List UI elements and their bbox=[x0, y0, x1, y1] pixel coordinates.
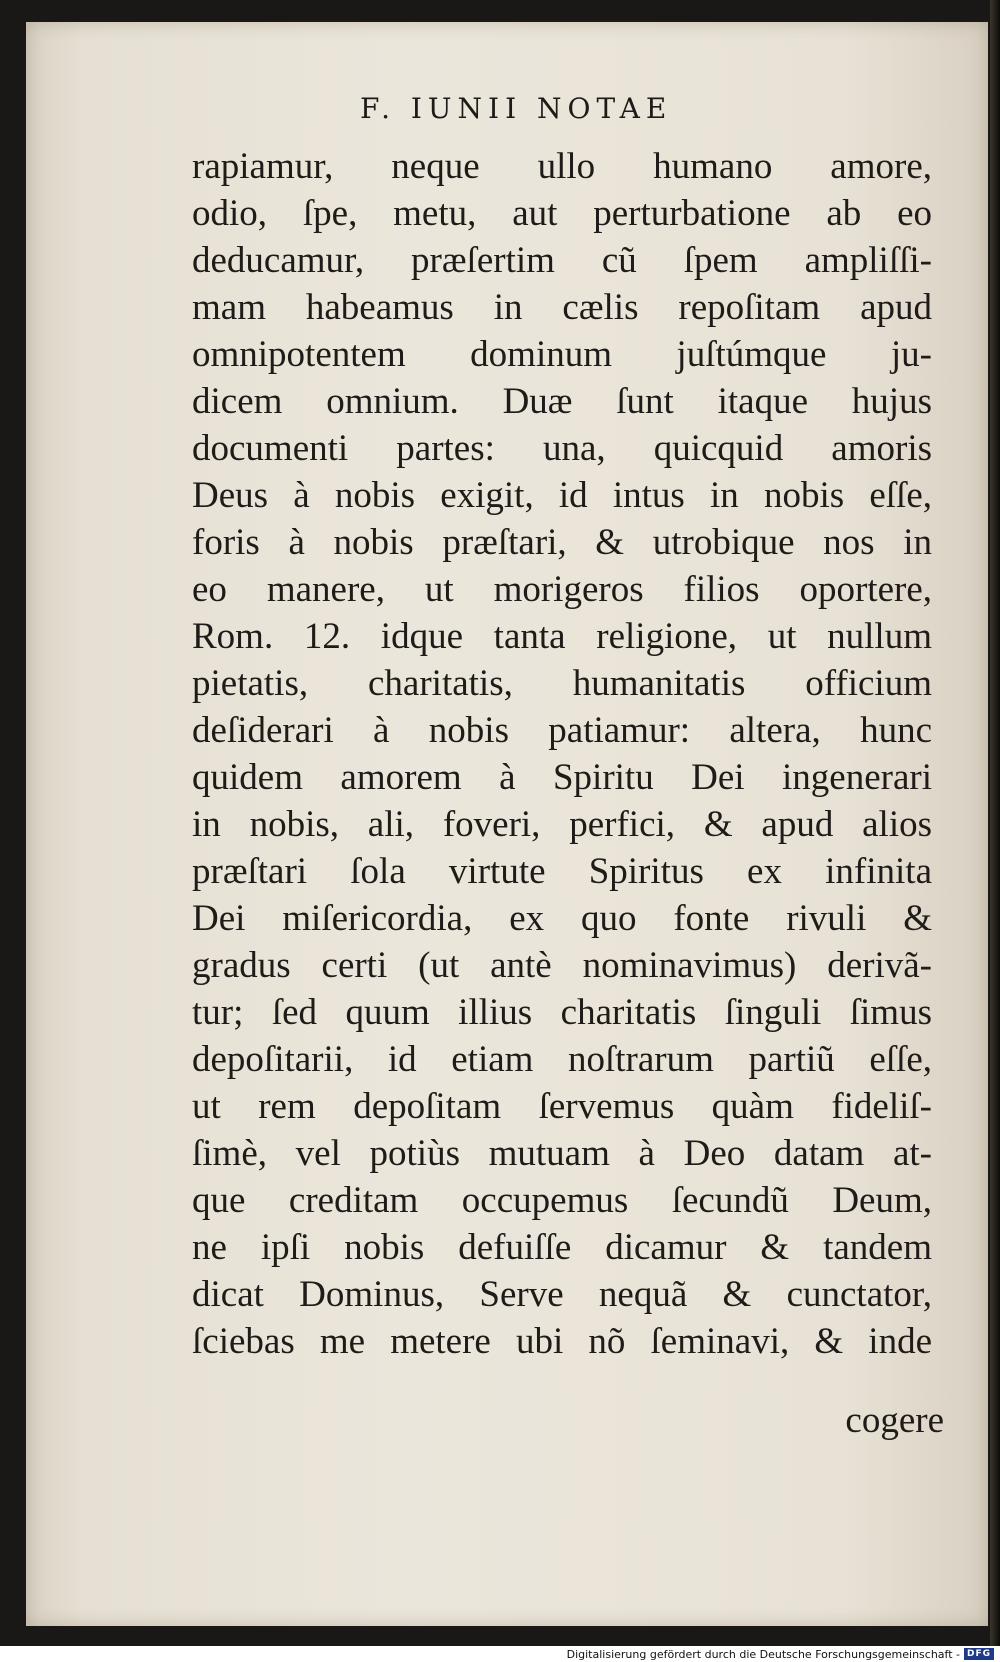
text-line: deſiderari à nobis patiamur: altera, hunc bbox=[192, 710, 932, 751]
text-line: ne ipſi nobis defuiſſe dicamur & tandem bbox=[192, 1227, 932, 1268]
text-line: Deus à nobis exigit, id intus in nobis eſſe, bbox=[192, 475, 932, 516]
text-line: Rom. 12. idque tanta religione, ut nullum bbox=[192, 616, 932, 657]
text-line: gradus certi (ut antè nominavimus) derivã- bbox=[192, 945, 932, 986]
dfg-logo-icon: DFG bbox=[964, 1648, 994, 1660]
text-line: omnipotentem dominum juſtúmque ju- bbox=[192, 334, 932, 375]
text-line: quidem amorem à Spiritu Dei ingenerari bbox=[192, 757, 932, 798]
running-head: F. IUNII NOTAE bbox=[360, 92, 673, 125]
text-line: eo manere, ut morigeros filios oportere, bbox=[192, 569, 932, 610]
funding-credit: Digitalisierung gefördert durch die Deutsche Forschungsgemeinschaft - bbox=[566, 1648, 960, 1661]
page-edge-shadow bbox=[990, 0, 1000, 1662]
text-line: in nobis, ali, foveri, perfici, & apud alios bbox=[192, 804, 932, 845]
text-line: odio, ſpe, metu, aut perturbatione ab eo bbox=[192, 193, 932, 234]
text-line: mam habeamus in cælis repoſitam apud bbox=[192, 287, 932, 328]
text-line: documenti partes: una, quicquid amoris bbox=[192, 428, 932, 469]
text-line: deducamur, præſertim cũ ſpem ampliſſi- bbox=[192, 240, 932, 281]
text-line: ſimè, vel potiùs mutuam à Deo datam at- bbox=[192, 1133, 932, 1174]
text-line: Dei miſericordia, ex quo fonte rivuli & bbox=[192, 898, 932, 939]
text-line: que creditam occupemus ſecundũ Deum, bbox=[192, 1180, 932, 1221]
text-line: rapiamur, neque ullo humano amore, bbox=[192, 146, 932, 187]
text-line: ut rem depoſitam ſervemus quàm fideliſ- bbox=[192, 1086, 932, 1127]
text-line: tur; ſed quum illius charitatis ſinguli ſimus bbox=[192, 992, 932, 1033]
text-line: ſciebas me metere ubi nõ ſeminavi, & inde bbox=[192, 1321, 932, 1362]
text-line: depoſitarii, id etiam noſtrarum partiũ eſſe, bbox=[192, 1039, 932, 1080]
text-line: dicem omnium. Duæ ſunt itaque hujus bbox=[192, 381, 932, 422]
text-line: pietatis, charitatis, humanitatis officium bbox=[192, 663, 932, 704]
body-text bbox=[192, 143, 932, 1365]
text-line: foris à nobis præſtari, & utrobique nos in bbox=[192, 522, 932, 563]
text-line: præſtari ſola virtute Spiritus ex infinita bbox=[192, 851, 932, 892]
catchword: cogere bbox=[845, 1400, 944, 1441]
text-line: dicat Dominus, Serve nequã & cunctator, bbox=[192, 1274, 932, 1315]
